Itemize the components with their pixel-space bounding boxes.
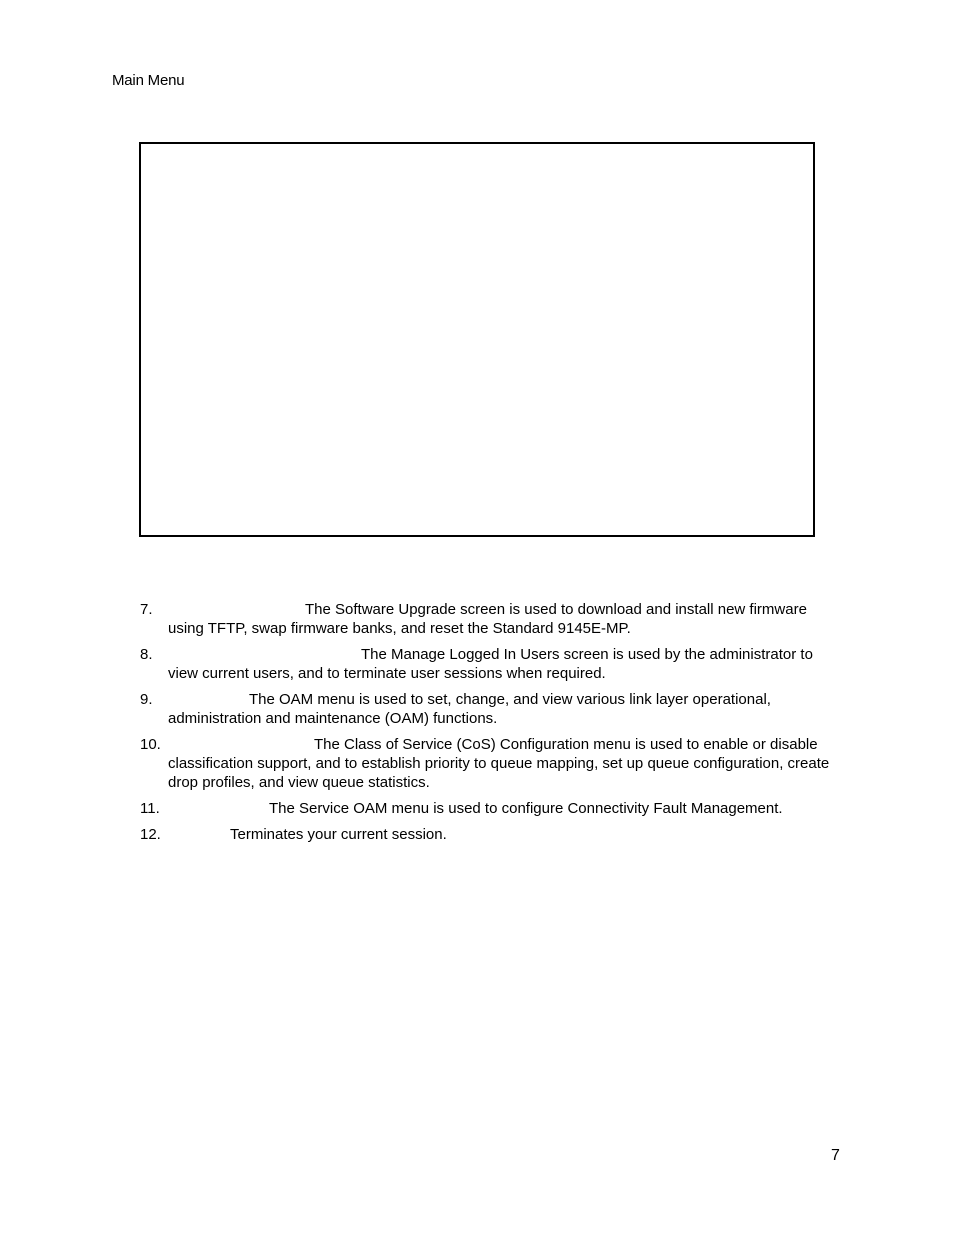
list-item — [140, 645, 845, 683]
list-item-text: Terminates your current session. — [230, 826, 447, 843]
list-item-number: 11. — [140, 800, 160, 817]
page-number: 7 — [831, 1147, 840, 1164]
list-item-number: 8. — [140, 646, 153, 663]
menu-description-list — [140, 600, 845, 851]
list-item-number: 10. — [140, 736, 161, 753]
list-item-text: The Service OAM menu is used to configure Connectivity Fault Management. — [269, 800, 783, 817]
list-item-number: 12. — [140, 826, 161, 843]
screenshot-figure-frame — [139, 142, 815, 537]
list-item-text: The OAM menu is used to set, change, and view various link layer operational, administration and maintenance (OAM) functions. — [168, 691, 771, 727]
list-item — [140, 600, 845, 638]
list-item-text: The Manage Logged In Users screen is used by the administrator to view current users, and to terminate user sessions when required. — [168, 646, 813, 682]
list-item — [140, 690, 845, 728]
list-item — [140, 735, 845, 792]
running-header: Main Menu — [112, 72, 185, 89]
list-item-text: The Software Upgrade screen is used to download and install new firmware using TFTP, swap firmware banks, and reset the Standard 9145E-MP. — [168, 601, 807, 637]
list-item — [140, 825, 845, 844]
list-item-text: The Class of Service (CoS) Configuration menu is used to enable or disable classification support, and to establish priority to queue mapping, set up queue configuration, create drop profiles, and view queue statistics. — [168, 736, 830, 791]
list-item-number: 9. — [140, 691, 153, 708]
list-item-number: 7. — [140, 601, 153, 618]
list-item — [140, 799, 845, 818]
